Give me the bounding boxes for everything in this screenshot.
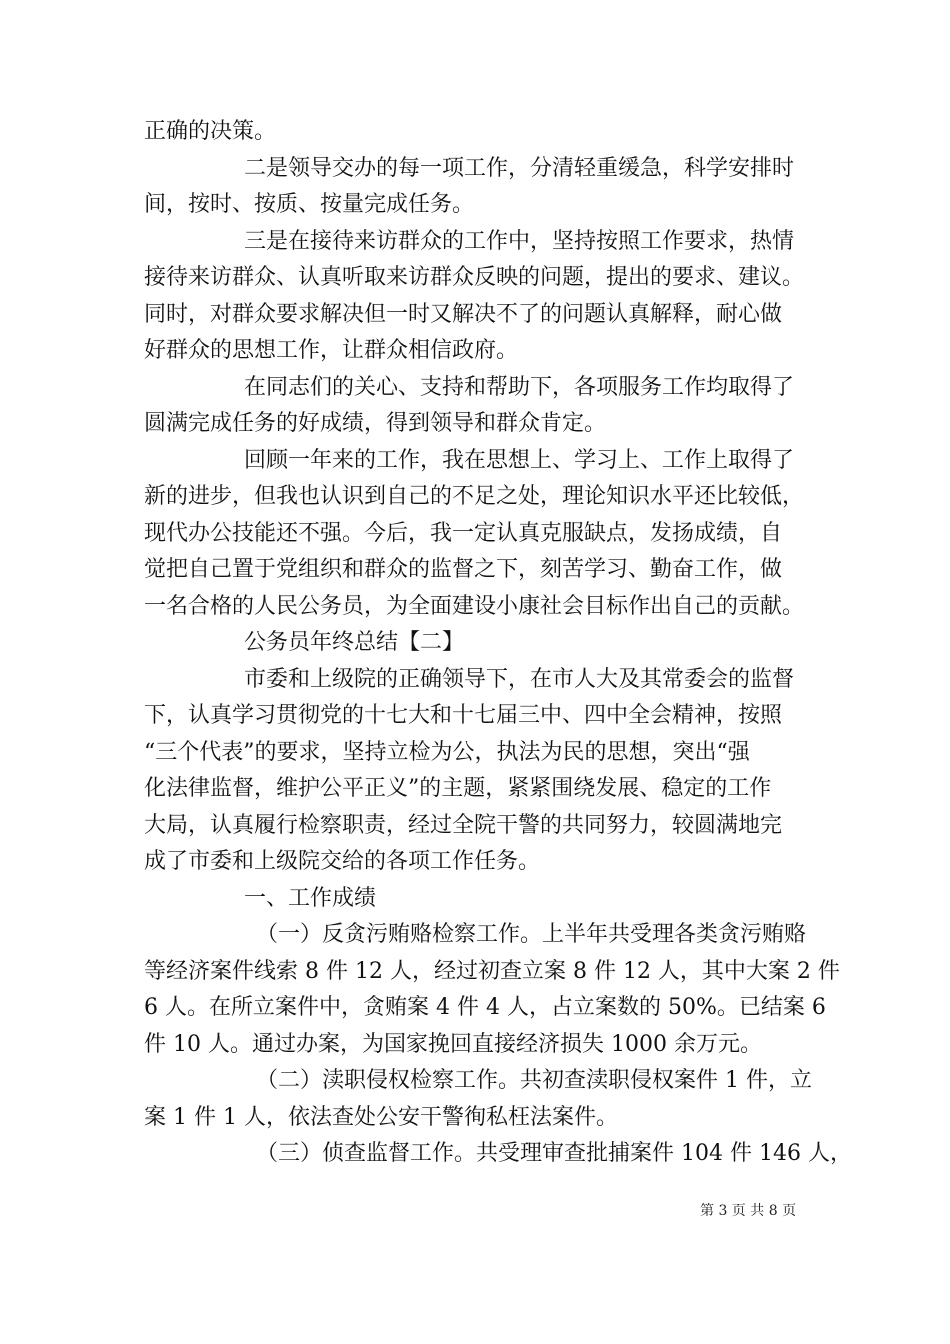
text-line: 在同志们的关心、支持和帮助下，各项服务工作均取得了	[244, 374, 795, 400]
text-line: 接待来访群众、认真听取来访群众反映的问题，提出的要求、建议。	[144, 265, 805, 290]
document-body	[144, 114, 852, 1173]
text-line: （三）侦查监督工作。共受理审查批捕案件 104 件 146 人，	[256, 1141, 852, 1166]
section-heading: 公务员年终总结【二】	[244, 630, 465, 655]
text-line: 同时，对群众要求解决但一时又解决不了的问题认真解释，耐心做	[144, 301, 783, 327]
text-line: 圆满完成任务的好成绩，得到领导和群众肯定。	[144, 411, 607, 436]
text-line: 成了市委和上级院交给的各项工作任务。	[144, 849, 541, 874]
text-line: （一）反贪污贿赂检察工作。上半年共受理各类贪污贿赂	[256, 922, 807, 947]
text-line: 正确的决策。	[144, 119, 277, 144]
text-line: 间，按时、按质、按量完成任务。	[144, 192, 475, 217]
text-line: “三个代表”的要求，坚持立检为公，执法为民的思想，突出“强	[144, 739, 750, 765]
text-line: （二）渎职侵权检察工作。共初查渎职侵权案件 1 件，立	[256, 1068, 812, 1093]
text-line: 现代办公技能还不强。今后，我一定认真克服缺点，发扬成绩，自	[144, 520, 783, 546]
text-line: 下，认真学习贯彻党的十七大和十七届三中、四中全会精神，按照	[144, 703, 783, 728]
text-line: 一名合格的人民公务员，为全面建设小康社会目标作出自己的贡献。	[144, 593, 805, 619]
page-number: 第 3 页 共 8 页	[700, 1203, 797, 1219]
text-line: 觉把自己置于党组织和群众的监督之下，刻苦学习、勤奋工作，做	[144, 557, 783, 582]
text-line: 好群众的思想工作，让群众相信政府。	[144, 338, 519, 363]
text-line: 件 10 人。通过办案，为国家挽回直接经济损失 1000 余万元。	[144, 1031, 762, 1057]
text-line: 三是在接待来访群众的工作中，坚持按照工作要求，热情	[244, 228, 795, 254]
text-line: 回顾一年来的工作，我在思想上、学习上、工作上取得了	[244, 447, 795, 473]
text-line: 化法律监督，维护公平正义”的主题，紧紧围绕发展、稳定的工作	[144, 776, 772, 801]
text-line: 案 1 件 1 人，依法查处公安干警徇私枉法案件。	[144, 1104, 618, 1130]
text-line: 二是领导交办的每一项工作，分清轻重缓急，科学安排时	[244, 155, 795, 181]
text-line: 6 人。在所立案件中，贪贿案 4 件 4 人，占立案数的 50%。已结案 6	[144, 995, 826, 1020]
subsection-heading: 一、工作成绩	[244, 885, 377, 911]
text-line: 新的进步，但我也认识到自己的不足之处，理论知识水平还比较低，	[144, 484, 805, 509]
text-line: 市委和上级院的正确领导下，在市人大及其常委会的监督	[244, 666, 795, 692]
text-line: 等经济案件线索 8 件 12 人，经过初查立案 8 件 12 人，其中大案 2 件	[144, 958, 840, 984]
text-line: 大局，认真履行检察职责，经过全院干警的共同努力，较圆满地完	[144, 812, 783, 838]
